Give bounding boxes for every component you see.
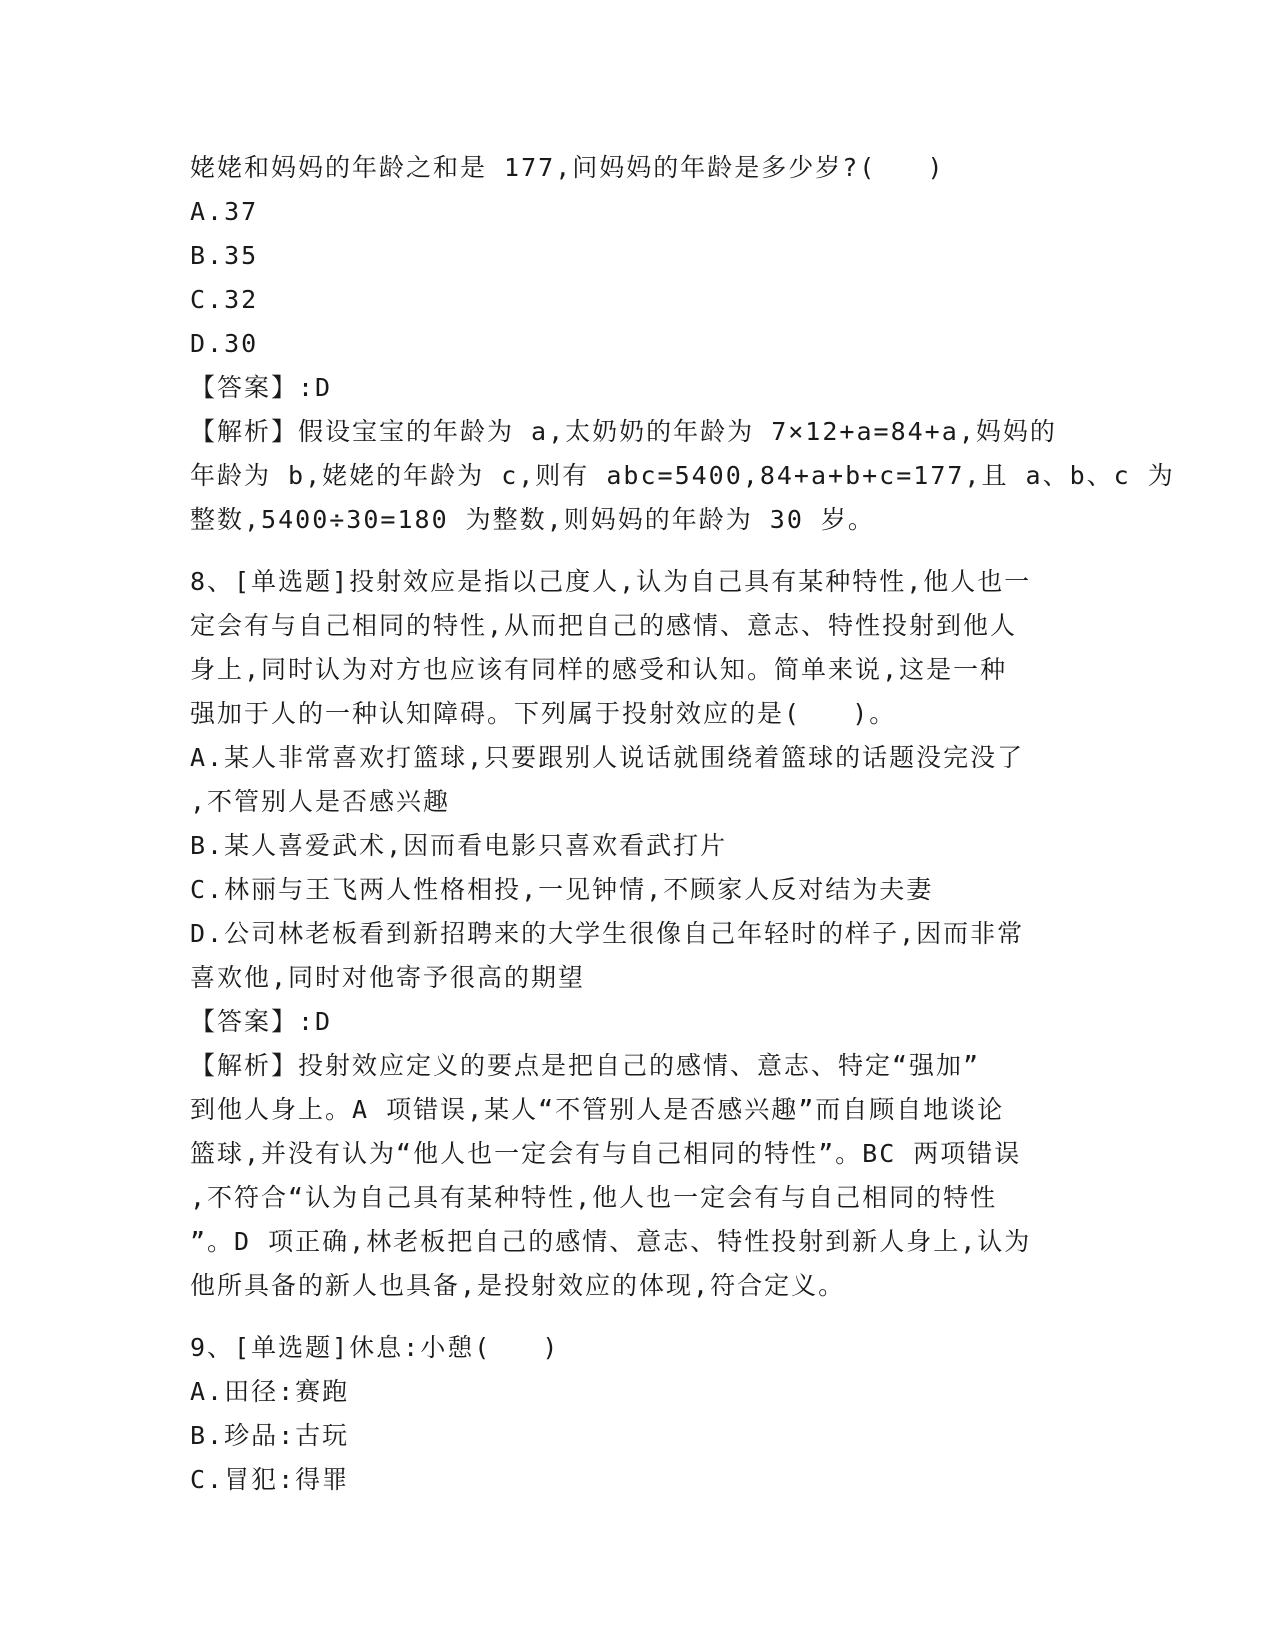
question-8-stem-line: 身上,同时认为对方也应该有同样的感受和认知。简单来说,这是一种 xyxy=(190,655,1008,684)
question-spacer xyxy=(190,542,1090,560)
question-8-block xyxy=(190,560,1090,1308)
question-8-option-b: B.某人喜爱武术,因而看电影只喜欢看武打片 xyxy=(190,831,728,860)
question-7-answer: 【答案】:D xyxy=(190,373,333,402)
question-8-option-d: D.公司林老板看到新招聘来的大学生很像自己年轻时的样子,因而非常 xyxy=(190,919,1025,948)
question-8-option-a: A.某人非常喜欢打篮球,只要跟别人说话就围绕着篮球的话题没完没了 xyxy=(190,743,1025,772)
question-8-option-d-cont: 喜欢他,同时对他寄予很高的期望 xyxy=(190,963,586,992)
question-7-analysis-line: 【解析】假设宝宝的年龄为 a,太奶奶的年龄为 7×12+a=84+a,妈妈的 xyxy=(190,417,1057,446)
question-7-option-c: C.32 xyxy=(190,285,259,314)
question-8-analysis-line: 【解析】投射效应定义的要点是把自己的感情、意志、特定“强加” xyxy=(190,1051,981,1080)
question-8-option-c: C.林丽与王飞两人性格相投,一见钟情,不顾家人反对结为夫妻 xyxy=(190,875,934,904)
question-8-stem-line: 强加于人的一种认知障碍。下列属于投射效应的是( )。 xyxy=(190,699,897,728)
question-9-option-a: A.田径:赛跑 xyxy=(190,1377,350,1406)
question-7-stem: 姥姥和妈妈的年龄之和是 177,问妈妈的年龄是多少岁?( ) xyxy=(190,153,945,182)
question-8-option-a-cont: ,不管别人是否感兴趣 xyxy=(190,787,451,816)
question-8-analysis-line: ,不符合“认为自己具有某种特性,他人也一定会有与自己相同的特性 xyxy=(190,1183,998,1212)
question-9-stem: 9、[单选题]休息:小憩( ) xyxy=(190,1333,560,1362)
question-7-option-b: B.35 xyxy=(190,241,259,270)
question-7-analysis-line: 整数,5400÷30=180 为整数,则妈妈的年龄为 30 岁。 xyxy=(190,505,875,534)
question-spacer xyxy=(190,1308,1090,1326)
question-8-analysis-line: ”。D 项正确,林老板把自己的感情、意志、特性投射到新人身上,认为 xyxy=(190,1227,1032,1256)
question-9-option-b: B.珍品:古玩 xyxy=(190,1421,350,1450)
question-8-stem-line: 8、[单选题]投射效应是指以己度人,认为自己具有某种特性,他人也一 xyxy=(190,567,1032,596)
document-content xyxy=(190,146,1175,1502)
question-8-stem-line: 定会有与自己相同的特性,从而把自己的感情、意志、特性投射到他人 xyxy=(190,611,1018,640)
question-7-option-a: A.37 xyxy=(190,197,259,226)
question-9-option-c: C.冒犯:得罪 xyxy=(190,1465,350,1494)
question-8-analysis-line: 篮球,并没有认为“他人也一定会有与自己相同的特性”。BC 两项错误 xyxy=(190,1139,1022,1168)
question-7-analysis-line: 年龄为 b,姥姥的年龄为 c,则有 abc=5400,84+a+b+c=177,且 a、b、c 为 xyxy=(190,461,1175,490)
question-8-analysis-line: 他所具备的新人也具备,是投射效应的体现,符合定义。 xyxy=(190,1271,846,1300)
question-7-block xyxy=(190,146,1175,542)
question-8-answer: 【答案】:D xyxy=(190,1007,333,1036)
question-9-block xyxy=(190,1326,1090,1502)
question-8-analysis-line: 到他人身上。A 项错误,某人“不管别人是否感兴趣”而自顾自地谈论 xyxy=(190,1095,1005,1124)
question-7-option-d: D.30 xyxy=(190,329,259,358)
